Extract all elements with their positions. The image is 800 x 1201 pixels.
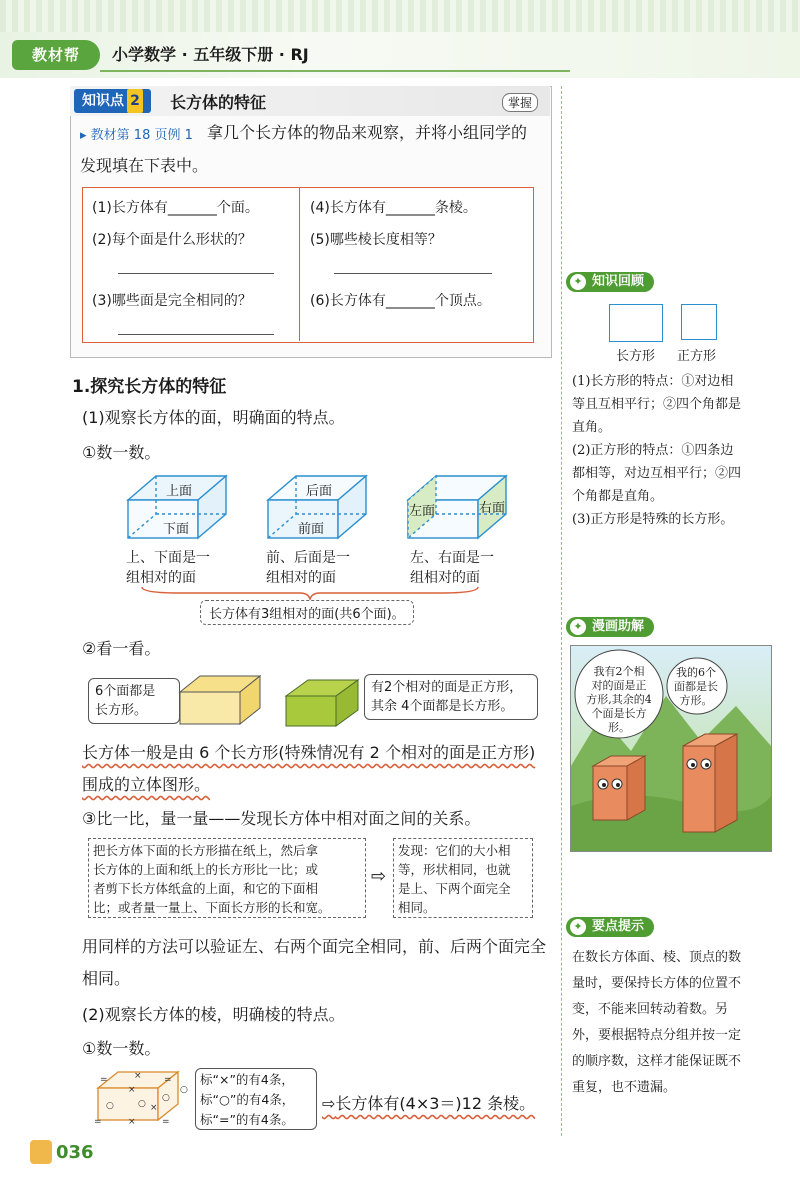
arrow-right-icon: ⇨ [322,1094,336,1113]
answer-line-5[interactable] [334,273,492,274]
badge-text: 知识点 [82,93,124,109]
lightbulb-icon: ✦ [570,919,586,935]
conclusion-line1: 长方体一般是由 6 个长方形(特殊情况有 2 个相对的面是正方形) [82,743,536,762]
knowledge-point-badge [74,89,151,113]
sidebar-label-text: 要点提示 [592,919,645,934]
face-label-back: 后面 [306,484,333,499]
section-title: 1.探究长方体的特征 [72,377,227,397]
method-box [88,838,366,918]
caption-line: 组相对的面 [410,570,480,586]
example-reference-text: 教材第 18 页例 1 [90,128,193,143]
brand-logo: 教材帮 [12,40,100,70]
svg-text:○: ○ [162,1093,170,1103]
bubble-line: 方形。 [679,694,713,707]
badge-number: 2 [127,89,143,113]
tips-line: 外，要根据特点分组并按一定 [572,1028,742,1043]
sub-heading-1: (1)观察长方体的面，明确面的特点。 [82,408,345,427]
svg-text:=: = [162,1117,170,1127]
page-number: 036 [56,1142,94,1163]
knowledge-point-title: 长方体的特征 [170,93,267,112]
question-6: (6)长方体有_______个顶点。 [310,293,491,309]
sidebar-label-comic [566,617,654,637]
edge-legend [195,1068,317,1130]
method-line: 比；或者量一量上、下面长方形的长和宽。 [93,900,331,915]
face-label-left: 左面 [409,504,436,519]
cuboid-yellow [180,676,260,724]
sidebar-label-text: 知识回顾 [592,274,645,289]
question-3: (3)哪些面是完全相同的？ [92,293,252,309]
edge-cuboid [92,1066,192,1128]
conclusion-line2: 围成的立体图形。 [82,775,211,794]
tips-line: 的顺序数，这样才能保证既不 [572,1054,742,1069]
answer-line-3[interactable] [118,334,274,335]
question-4: (4)长方体有_______条棱。 [310,200,477,216]
lightbulb-icon: ✦ [570,274,586,290]
tips-line: 量时，要保持长方体的位置不 [572,976,742,991]
square-label: 正方形 [677,349,717,364]
review-line: (2)正方形的特点：①四条边 [572,443,734,458]
method-line: 把长方体下面的长方形描在纸上，然后拿 [93,843,319,858]
method-line: 长方体的上面和纸上的长方形比一比；或 [93,862,319,877]
face-label-bottom: 下面 [163,522,190,537]
triangle-icon: ▸ [80,128,91,143]
svg-text:○: ○ [180,1085,188,1095]
face-label-front: 前面 [298,522,325,537]
sidebar-label-tips [566,917,654,937]
question-5: (5)哪些棱长度相等？ [310,232,442,248]
tips-line: 变，不能来回转动着数。另 [572,1002,729,1017]
caption-top-bottom [126,548,210,588]
caption-left-right [410,548,494,588]
arrow-right-icon: ⇨ [371,866,387,887]
finding-line: 是上、下两个面完全 [398,881,511,896]
finding-line: 相同。 [398,900,436,915]
bubble-line: 方形,其余的4 [586,693,652,706]
caption-line: 组相对的面 [266,570,336,586]
edge-result [322,1091,535,1114]
review-line: 都相等，对边互相平行；②四 [572,466,742,481]
verify-line1: 用同样的方法可以验证左、右两个面完全相同，前、后两个面完全 [82,937,547,956]
svg-text:○: ○ [106,1101,114,1111]
caption-line: 上、下面是一 [126,550,210,566]
caption-line: 前、后面是一 [266,550,350,566]
svg-text:×: × [150,1103,158,1113]
summary-brace [140,585,480,601]
verify-line2: 相同。 [82,969,131,988]
review-line: 直角。 [572,420,612,435]
example-text-line2: 发现填在下表中。 [80,156,209,175]
question-table-divider [299,188,300,341]
example-text-line1: 拿几个长方体的物品来观察，并将小组同学的 [207,123,528,142]
tips-text [572,945,764,1101]
mastery-tag: 掌握 [502,93,538,112]
step-look: ②看一看。 [82,639,161,658]
finding-line: 等，形状相同，也就 [398,862,511,877]
review-line: (1)长方形的特点：①对边相 [572,374,734,389]
bubble-line: 我的6个 [676,666,716,679]
bubble-line: 面都是长 [674,680,718,693]
edge-result-text: 长方体有(4×3＝)12 条棱。 [335,1094,536,1113]
caption-line: 左、右面是一 [410,550,494,566]
svg-text:=: = [164,1075,172,1085]
answer-line-2[interactable] [118,273,274,274]
rectangle-label: 长方形 [616,349,656,364]
review-line: 个角都是直角。 [572,489,664,504]
rectangle-shape [609,304,663,342]
header-decoration [0,0,800,32]
callout-line: 6个面都是 [95,684,156,699]
example-reference [80,124,193,143]
legend-line: 标“○”的有4条， [200,1092,295,1107]
mascot-icon [30,1140,52,1164]
course-title: 小学数学 · 五年级下册 · RJ [112,45,309,64]
legend-line: 标“=”的有4条。 [200,1112,294,1127]
summary-faces: 长方体有3组相对的面(共6个面)。 [200,600,414,625]
review-line: (3)正方形是特殊的长方形。 [572,512,734,527]
sub-heading-2: (2)观察长方体的棱，明确棱的特点。 [82,1005,345,1024]
speech-bubble-left [584,665,654,735]
face-label-right: 右面 [479,501,506,516]
svg-text:×: × [128,1117,136,1127]
sidebar-label-text: 漫画助解 [592,619,645,634]
step-count-edges: ①数一数。 [82,1039,161,1058]
svg-text:=: = [94,1117,102,1127]
finding-box [393,838,533,918]
step-compare: ③比一比，量一量——发现长方体中相对面之间的关系。 [82,809,481,828]
review-text [572,370,762,531]
square-shape [681,304,717,340]
callout-line: 长方形。 [95,703,148,718]
column-divider [561,86,562,1136]
svg-text:×: × [128,1085,136,1095]
callout-line: 有2个相对的面是正方形， [371,680,523,695]
tips-line: 在数长方体面、棱、顶点的数 [572,950,742,965]
callout-line: 其余 4个面都是长方形。 [371,699,514,714]
bubble-line: 个面是长方 [591,707,647,720]
cuboid-character-tall [683,734,737,832]
review-line: 等且互相平行；②四个角都是 [572,397,742,412]
bubble-line: 我有2个相 [593,665,645,678]
cuboid-green [286,680,358,726]
question-1: (1)长方体有_______个面。 [92,200,259,216]
method-line: 者剪下长方体纸盒的上面，和它的下面相 [93,881,319,896]
face-label-top: 上面 [166,484,193,499]
caption-line: 组相对的面 [126,570,196,586]
step-count: ①数一数。 [82,443,161,462]
callout-six-rectangles [88,678,180,724]
cuboid-character-short [593,756,645,820]
look-cuboids [176,672,366,730]
finding-line: 发现：它们的大小相 [398,843,511,858]
svg-text:○: ○ [138,1099,146,1109]
question-2: (2)每个面是什么形状的？ [92,232,252,248]
callout-two-squares [364,674,538,720]
svg-text:×: × [134,1071,142,1081]
tips-line: 重复，也不遗漏。 [572,1080,677,1095]
legend-line: 标“×”的有4条， [200,1072,294,1087]
lightbulb-icon: ✦ [570,619,586,635]
speech-bubble-right [670,666,722,708]
svg-text:=: = [100,1075,108,1085]
bubble-line: 形。 [608,721,630,734]
sidebar-label-review [566,272,654,292]
caption-front-back [266,548,350,588]
header-rule [100,70,570,72]
bubble-line: 对的面是正 [591,679,647,692]
